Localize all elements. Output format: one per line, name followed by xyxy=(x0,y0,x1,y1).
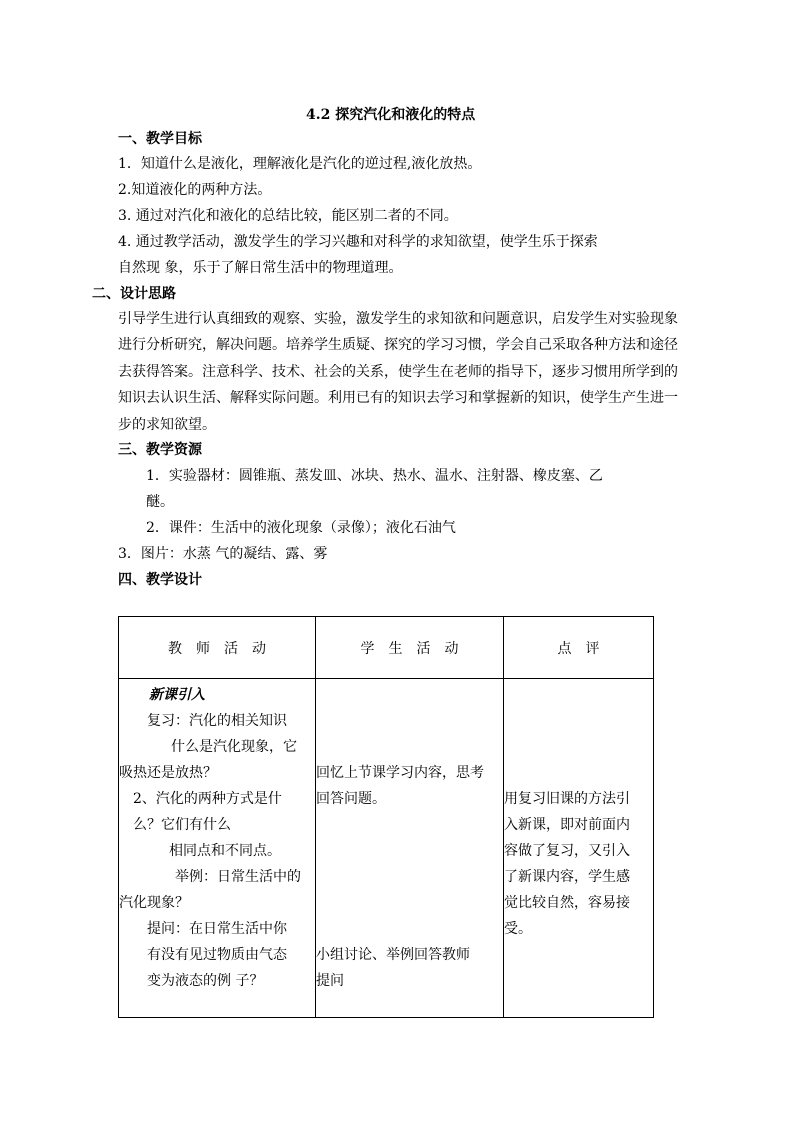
comment-line: 容做了复习，又引入 xyxy=(504,843,630,859)
table-header-row xyxy=(119,617,654,679)
goal-item: 自然现 象，乐于了解日常生活中的物理道理。 xyxy=(118,260,403,276)
student-line: 回忆上节课学习内容，思考 xyxy=(316,765,484,781)
goal-item: 1．知道什么是液化，理解液化是汽化的逆过程,液化放热。 xyxy=(118,156,482,172)
teacher-activity-cell xyxy=(119,679,316,1018)
header-student-activity: 学 生 活 动 xyxy=(316,617,504,679)
student-line: 回答问题。 xyxy=(316,791,386,807)
design-paragraph: 引导学生进行认真细致的观察、实验，激发学生的求知欲和问题意识，启发学生对实验现象进行分析研究，解决问题。培养学生质疑、探究的学习习惯，学会自己采取各种方法和途径去获得答案。注意科学、技术、社会的关系，使学生在老师的指导下，逐步习惯用所学到的知识去认识生活、解释实际问题。利用已有的知识去学习和掌握新的知识，使学生产生进一步的求知欲望。 xyxy=(118,311,678,433)
resource-item: 1．实验器材：圆锥瓶、蒸发皿、冰块、热水、温水、注射器、橡皮塞、乙 xyxy=(146,468,603,484)
student-activity-cell xyxy=(316,679,504,1018)
comment-cell xyxy=(504,679,654,1018)
teacher-intro-label: 新课引入 xyxy=(149,687,205,703)
goal-item: 2.知道液化的两种方法。 xyxy=(118,182,272,198)
teaching-design-table xyxy=(118,616,654,1018)
comment-line: 了新课内容，学生感 xyxy=(504,869,630,885)
student-line: 提问 xyxy=(316,973,344,989)
comment-line: 觉比较自然，容易接 xyxy=(504,895,630,911)
page-title: 4.2 探究汽化和液化的特点 xyxy=(306,107,476,123)
resource-item-continued: 醚。 xyxy=(146,494,174,510)
goal-item: 4. 通过教学活动，激发学生的学习兴趣和对科学的求知欲望，使学生乐于探索 xyxy=(118,234,598,250)
comment-line: 用复习旧课的方法引 xyxy=(504,791,630,807)
table-row xyxy=(119,679,654,1018)
teacher-line: 什么是汽化现象，它 xyxy=(171,739,297,755)
section-heading-goals: 一、教学目标 xyxy=(118,131,202,147)
comment-line: 受。 xyxy=(504,921,532,937)
comment-line: 入新课，即对前面内 xyxy=(504,817,630,833)
teacher-line: 提问：在日常生活中你 xyxy=(147,921,287,937)
teacher-line: 有没有见过物质由气态 xyxy=(147,947,287,963)
header-comment: 点 评 xyxy=(504,617,654,679)
teacher-line: 举例：日常生活中的 xyxy=(175,869,301,885)
section-heading-teaching-design: 四、教学设计 xyxy=(118,572,202,588)
teacher-line: 2、汽化的两种方式是什 xyxy=(133,791,282,807)
student-line: 小组讨论、举例回答教师 xyxy=(316,947,470,963)
section-heading-resources: 三、教学资源 xyxy=(118,442,202,458)
resource-item: 2．课件：生活中的液化现象（录像）；液化石油气 xyxy=(146,520,456,536)
header-teacher-activity: 教 师 活 动 xyxy=(119,617,316,679)
section-heading-design: 二、设计思路 xyxy=(92,286,176,302)
goal-item: 3. 通过对汽化和液化的总结比较，能区别二者的不同。 xyxy=(118,208,458,224)
teacher-line: 相同点和不同点。 xyxy=(169,843,281,859)
resource-item: 3．图片：水蒸 气的凝结、露、雾 xyxy=(118,546,328,562)
teacher-line: 吸热还是放热？ xyxy=(119,765,217,781)
teacher-line: 么？它们有什么 xyxy=(133,817,231,833)
teacher-line: 变为液态的例 子？ xyxy=(147,973,264,989)
teacher-line: 汽化现象？ xyxy=(119,895,189,911)
teacher-line: 复习：汽化的相关知识 xyxy=(147,713,287,729)
